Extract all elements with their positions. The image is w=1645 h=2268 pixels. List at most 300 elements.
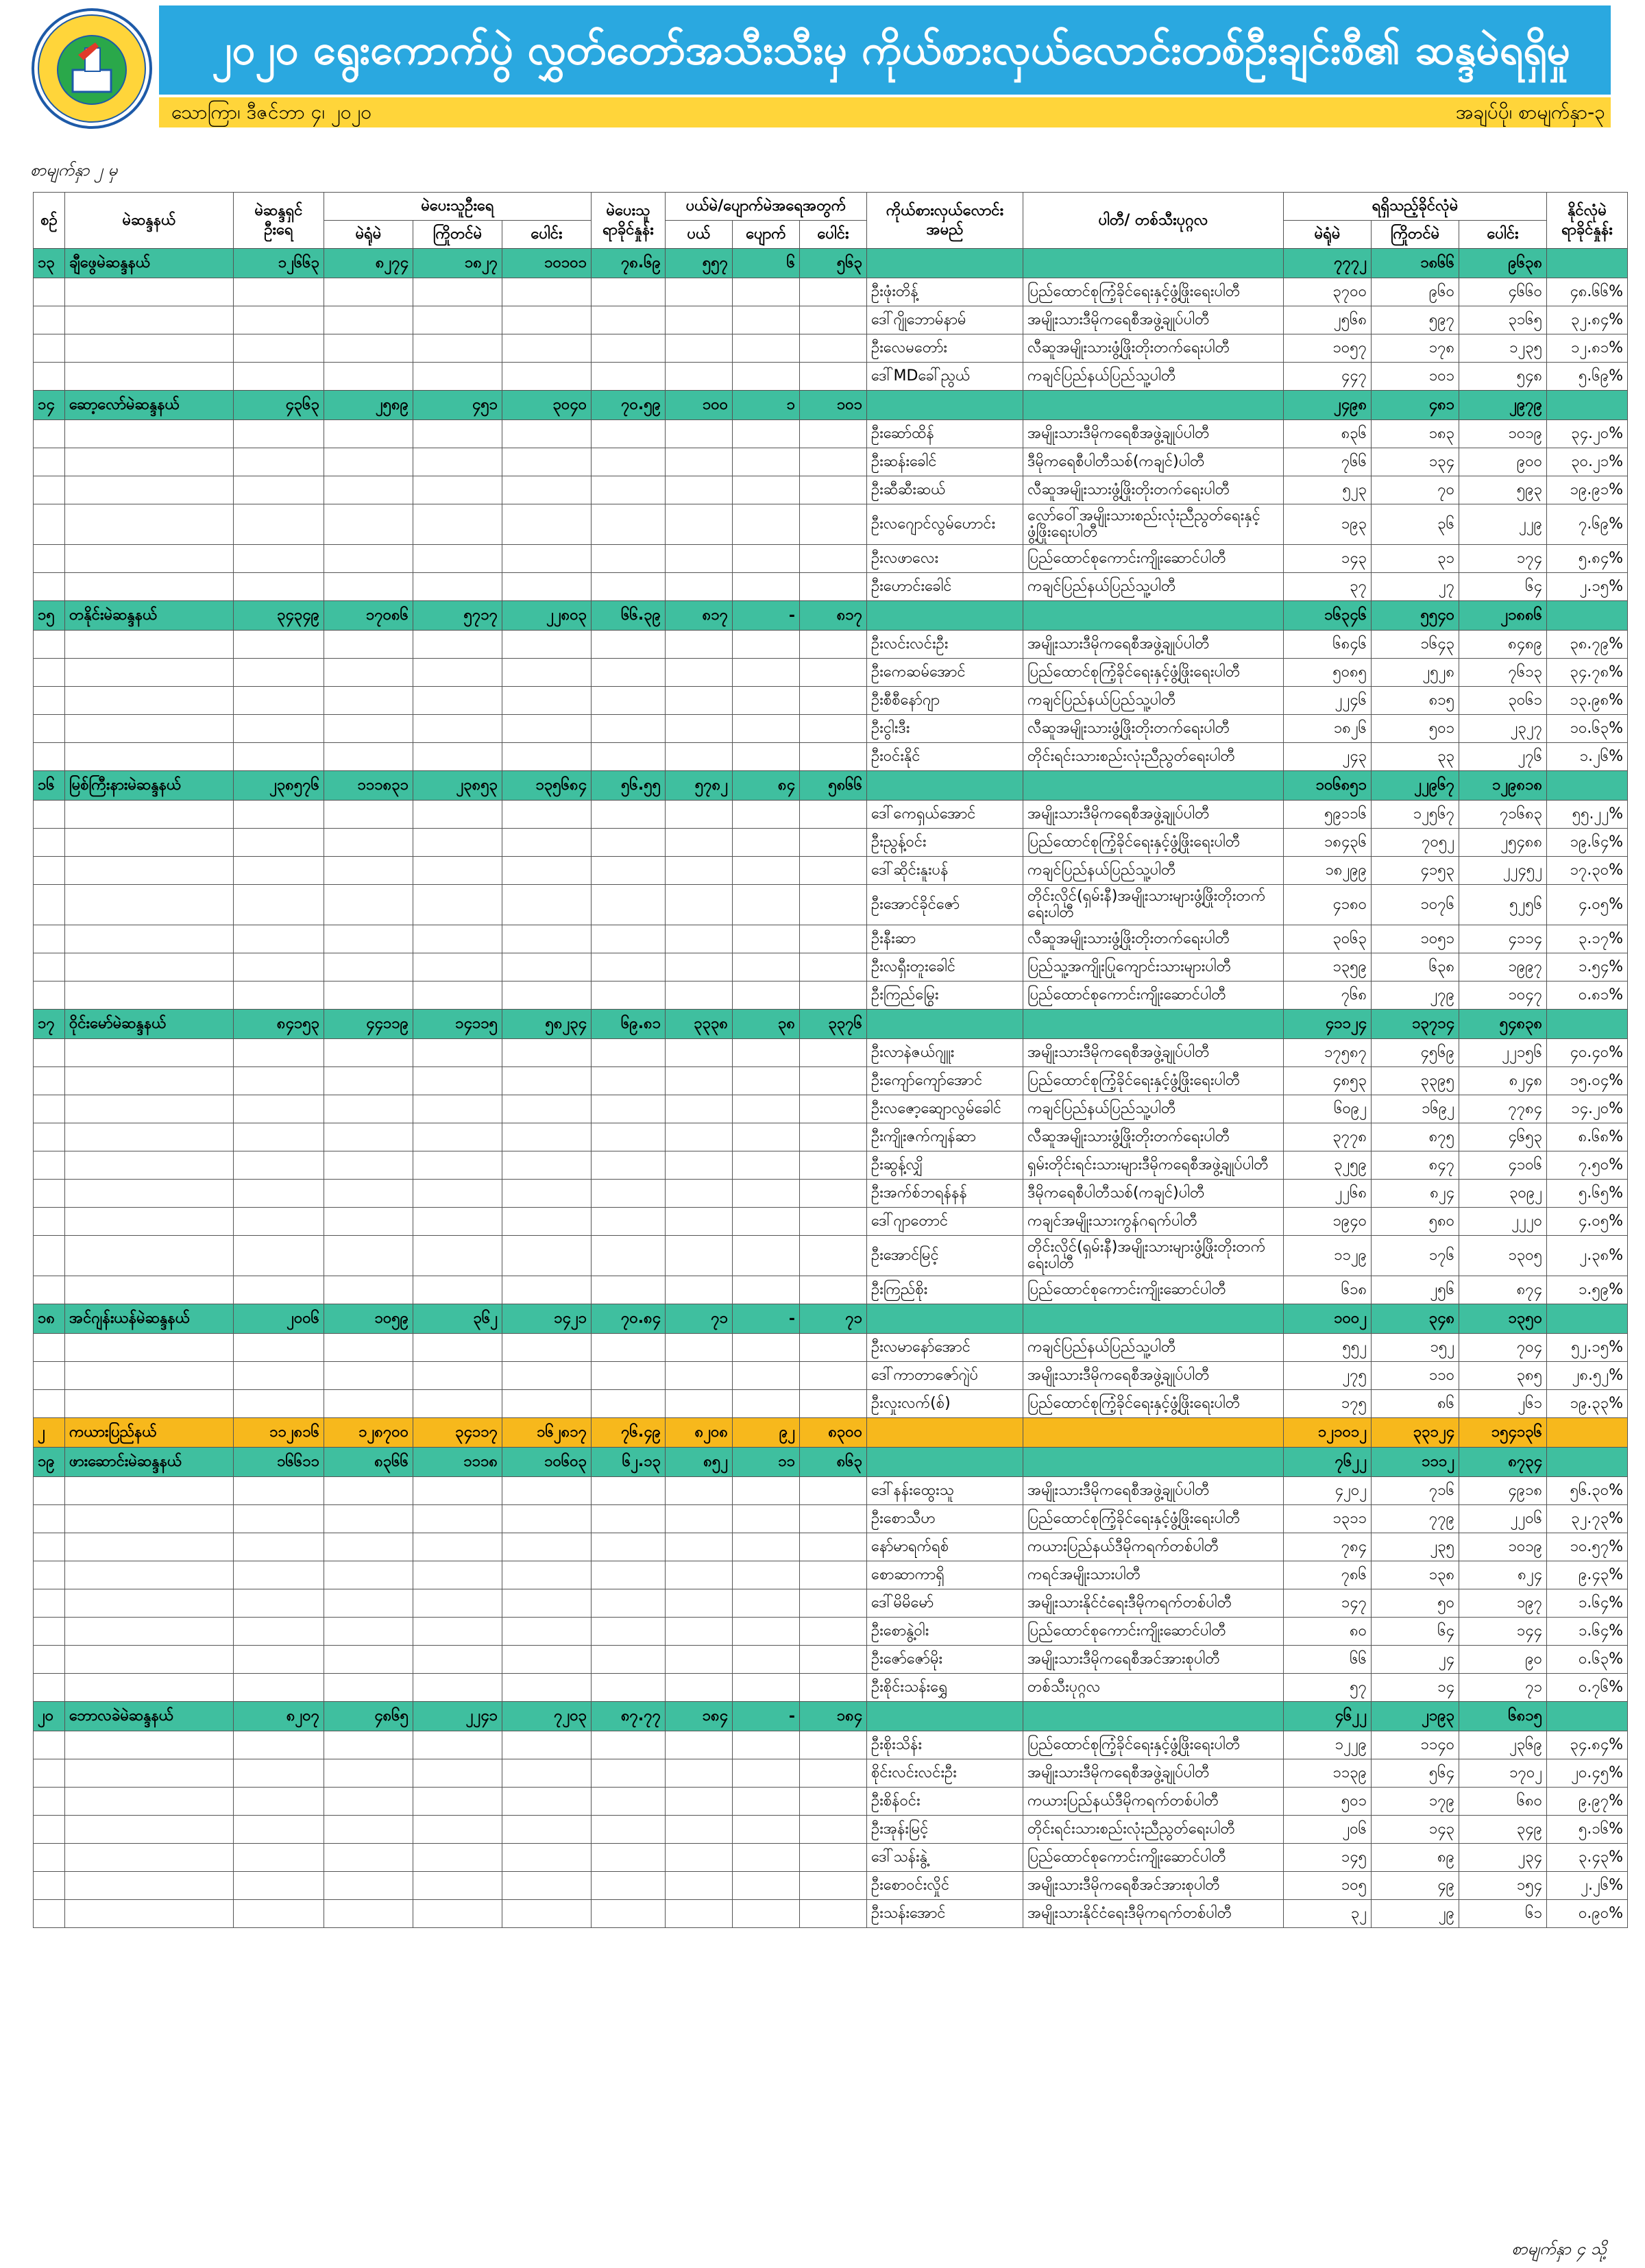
voter-count (234, 1208, 324, 1236)
invalid-votes (666, 631, 733, 659)
invalid-votes (666, 1180, 733, 1208)
missing-votes: ၁၁ (733, 1448, 800, 1477)
candidate-name (867, 1448, 1023, 1477)
turnout-advance (413, 1759, 502, 1788)
missing-votes (733, 1816, 800, 1844)
candidate-name: စောဆာကာရှိ (867, 1561, 1023, 1589)
constituency-name (65, 801, 234, 829)
invalid-votes (666, 857, 733, 885)
candidate-name (867, 1304, 1023, 1334)
invalid-total: ၇၁ (800, 1304, 867, 1334)
turnout-percent (592, 1477, 666, 1505)
state-total-row (34, 1418, 1628, 1448)
turnout-advance (413, 1390, 502, 1418)
missing-votes (733, 1872, 800, 1900)
voter-count (234, 1561, 324, 1589)
turnout-advance (413, 1123, 502, 1151)
party-name: ကချင်ပြည်နယ်ပြည်သူ့ပါတီ (1023, 1334, 1284, 1362)
turnout-advance (413, 1505, 502, 1533)
candidate-row (34, 278, 1628, 306)
valid-votes: ၁၀၅၇ (1284, 334, 1372, 363)
missing-votes (733, 925, 800, 953)
candidate-name: ဦးလာနဲဇယ်ဂျူး (867, 1039, 1023, 1067)
turnout-percent (592, 1067, 666, 1095)
valid-advance: ၁၂၅၆၇ (1372, 801, 1459, 829)
candidate-row (34, 1362, 1628, 1390)
candidate-row (34, 743, 1628, 771)
turnout-advance (413, 420, 502, 448)
row-no: ၁၈ (34, 1304, 65, 1334)
party-name: အမျိုးသားဒီမိုကရေစီအဖွဲ့ချုပ်ပါတီ (1023, 1477, 1284, 1505)
missing-votes (733, 659, 800, 687)
invalid-votes (666, 743, 733, 771)
candidate-row (34, 687, 1628, 715)
constituency-name: ချီဖွေမဲဆန္ဒနယ် (65, 249, 234, 278)
invalid-votes (666, 334, 733, 363)
valid-votes: ၃၂၅၉ (1284, 1151, 1372, 1180)
invalid-total: ၈၁၇ (800, 601, 867, 631)
missing-votes (733, 1067, 800, 1095)
vote-share: ၂၈.၅၂% (1547, 1362, 1628, 1390)
valid-advance: ၁၈၃ (1372, 420, 1459, 448)
candidate-name: ဦးအက်စ်ဘရန်နန် (867, 1180, 1023, 1208)
turnout-percent (592, 925, 666, 953)
vote-share: ၁.၆၄% (1547, 1618, 1628, 1646)
candidate-row (34, 1208, 1628, 1236)
turnout-votes (324, 1180, 413, 1208)
vote-share: ၃၈.၇၉% (1547, 631, 1628, 659)
valid-advance: ၇၀ (1372, 476, 1459, 504)
valid-total: ၃၁၆၅ (1459, 306, 1547, 334)
valid-votes: ၇၈၄ (1284, 1533, 1372, 1561)
voter-count (234, 1180, 324, 1208)
valid-total: ၆၈၁၅ (1459, 1702, 1547, 1731)
valid-advance: ၁၇၆ (1372, 1236, 1459, 1276)
turnout-total (502, 1731, 592, 1759)
turnout-total: ၇၂၀၃ (502, 1702, 592, 1731)
candidate-name: ဦးညွန့်ဝင်း (867, 829, 1023, 857)
constituency-name (65, 504, 234, 545)
candidate-name: ဦးစောနွဲ့ဝါး (867, 1618, 1023, 1646)
candidate-name: ဒေါ်ကာတာဇော်ဂျဲပ် (867, 1362, 1023, 1390)
valid-total: ၂၆၁ (1459, 1390, 1547, 1418)
invalid-total (800, 1759, 867, 1788)
party-name: အမျိုးသားဒီမိုကရေစီအဖွဲ့ချုပ်ပါတီ (1023, 1362, 1284, 1390)
invalid-total (800, 1236, 867, 1276)
row-no (34, 1208, 65, 1236)
voter-count (234, 363, 324, 391)
turnout-percent: ၈၇.၇၇ (592, 1702, 666, 1731)
valid-advance: ၈၄၇ (1372, 1151, 1459, 1180)
invalid-total: ၃၃၇၆ (800, 1010, 867, 1039)
constituency-row (34, 1010, 1628, 1039)
valid-advance: ၈၁၅ (1372, 687, 1459, 715)
candidate-row (34, 925, 1628, 953)
party-name: အမျိုးသားနိုင်ငံရေးဒီမိုကရက်တစ်ပါတီ (1023, 1589, 1284, 1618)
turnout-advance (413, 1533, 502, 1561)
turnout-total (502, 715, 592, 743)
vote-share: ၉.၉၇% (1547, 1788, 1628, 1816)
candidate-row (34, 1123, 1628, 1151)
turnout-advance (413, 801, 502, 829)
turnout-percent (592, 448, 666, 476)
party-name: ကချင်အမျိုးသားကွန်ဂရက်ပါတီ (1023, 1208, 1284, 1236)
turnout-advance (413, 1646, 502, 1674)
turnout-percent (592, 801, 666, 829)
vote-share: ၅၅.၂၂% (1547, 801, 1628, 829)
missing-votes: ၃၈ (733, 1010, 800, 1039)
valid-total: ၂၂၂၀ (1459, 1208, 1547, 1236)
turnout-total (502, 659, 592, 687)
invalid-votes (666, 1731, 733, 1759)
invalid-votes (666, 687, 733, 715)
missing-votes (733, 448, 800, 476)
candidate-row (34, 545, 1628, 573)
valid-total: ၂၇၆ (1459, 743, 1547, 771)
invalid-total (800, 1505, 867, 1533)
invalid-votes (666, 1674, 733, 1702)
valid-advance: ၂၁၉၃ (1372, 1702, 1459, 1731)
candidate-name: ဒေါ်MDခေါ်ညွယ် (867, 363, 1023, 391)
voter-count: ၁၆၆၁၁ (234, 1448, 324, 1477)
valid-votes: ၅၉၁၁၆ (1284, 801, 1372, 829)
voter-count (234, 801, 324, 829)
turnout-percent (592, 1731, 666, 1759)
missing-votes (733, 1039, 800, 1067)
row-no (34, 420, 65, 448)
constituency-name (65, 1533, 234, 1561)
invalid-votes (666, 1067, 733, 1095)
turnout-advance: ၃၆၂ (413, 1304, 502, 1334)
col-turnout-votes: မဲရုံမဲ (324, 221, 413, 249)
invalid-votes: ၁၀၀ (666, 391, 733, 420)
vote-share: ၄.၀၅% (1547, 885, 1628, 925)
voter-count (234, 1236, 324, 1276)
invalid-votes (666, 1844, 733, 1872)
turnout-total (502, 504, 592, 545)
valid-advance: ၇၀၅၂ (1372, 829, 1459, 857)
valid-total: ၁၉၇ (1459, 1589, 1547, 1618)
invalid-total (800, 573, 867, 601)
constituency-name (65, 1180, 234, 1208)
constituency-name (65, 1477, 234, 1505)
turnout-total (502, 334, 592, 363)
valid-votes: ၂၅၆၈ (1284, 306, 1372, 334)
invalid-votes (666, 1505, 733, 1533)
turnout-votes: ၈၂၇၄ (324, 249, 413, 278)
valid-total: ၂၂၁၅၆ (1459, 1039, 1547, 1067)
candidate-row (34, 1759, 1628, 1788)
valid-votes: ၈၃၆ (1284, 420, 1372, 448)
turnout-votes: ၁၇၀၈၆ (324, 601, 413, 631)
candidate-name: ဦးလှုးလက်(စ်) (867, 1390, 1023, 1418)
party-name: ပြည်သူ့အကျိုးပြုကျောင်းသားများပါတီ (1023, 953, 1284, 981)
turnout-advance (413, 631, 502, 659)
missing-votes: - (733, 1702, 800, 1731)
invalid-votes (666, 573, 733, 601)
turnout-total (502, 743, 592, 771)
valid-advance: ၁၁၁၂ (1372, 1448, 1459, 1477)
turnout-percent: ၇၀.၈၄ (592, 1304, 666, 1334)
invalid-votes (666, 1561, 733, 1589)
turnout-advance (413, 743, 502, 771)
voter-count (234, 1334, 324, 1362)
valid-total: ၇၀၄ (1459, 1334, 1547, 1362)
valid-total: ၂၉၇၉ (1459, 391, 1547, 420)
vote-share: ၃၄.၂၀% (1547, 420, 1628, 448)
party-name: ဒီမိုကရေစီပါတီသစ်(ကချင်)ပါတီ (1023, 1180, 1284, 1208)
candidate-name: ဦးသန်းအောင် (867, 1900, 1023, 1928)
row-no (34, 1362, 65, 1390)
turnout-percent (592, 1900, 666, 1928)
constituency-name (65, 631, 234, 659)
valid-total: ၁၃၅၀ (1459, 1304, 1547, 1334)
turnout-votes (324, 1505, 413, 1533)
invalid-votes (666, 306, 733, 334)
valid-votes: ၁၇၅ (1284, 1390, 1372, 1418)
invalid-votes (666, 1816, 733, 1844)
invalid-total (800, 631, 867, 659)
party-name: အမျိုးသားဒီမိုကရေစီအဖွဲ့ချုပ်ပါတီ (1023, 420, 1284, 448)
candidate-name: ဦးစီစီနော်ဂျာ (867, 687, 1023, 715)
turnout-total (502, 1334, 592, 1362)
col-turnout-total: ပေါင်း (502, 221, 592, 249)
candidate-name (867, 249, 1023, 278)
voter-count (234, 1816, 324, 1844)
row-no (34, 1334, 65, 1362)
candidate-name: ဦးကြည်စိုး (867, 1276, 1023, 1304)
voter-count (234, 1844, 324, 1872)
turnout-percent (592, 1759, 666, 1788)
voter-count (234, 1067, 324, 1095)
candidate-row (34, 504, 1628, 545)
valid-votes: ၅၅၂ (1284, 1334, 1372, 1362)
vote-share: ၂.၂၆% (1547, 1872, 1628, 1900)
candidate-name: ဦးကျိုးဇက်ကျန်ဆာ (867, 1123, 1023, 1151)
invalid-total: ၅၈၆၆ (800, 771, 867, 801)
results-body (34, 249, 1628, 1928)
party-name: တစ်သီးပုဂ္ဂလ (1023, 1674, 1284, 1702)
valid-advance: ၂၇ (1372, 573, 1459, 601)
candidate-name: ဦးလဖာလေး (867, 545, 1023, 573)
row-no (34, 1505, 65, 1533)
candidate-name: ဦးလေမတော်း (867, 334, 1023, 363)
valid-total: ၆၈၀ (1459, 1788, 1547, 1816)
row-no (34, 1390, 65, 1418)
invalid-total (800, 925, 867, 953)
missing-votes (733, 1151, 800, 1180)
candidate-row (34, 1477, 1628, 1505)
party-name: ကရင်အမျိုးသားပါတီ (1023, 1561, 1284, 1589)
missing-votes (733, 857, 800, 885)
missing-votes (733, 334, 800, 363)
turnout-votes (324, 306, 413, 334)
row-no (34, 476, 65, 504)
turnout-advance (413, 1844, 502, 1872)
valid-advance: ၈၉ (1372, 1844, 1459, 1872)
turnout-total (502, 1844, 592, 1872)
row-no (34, 1123, 65, 1151)
invalid-total (800, 981, 867, 1010)
vote-share: ၅.၆၉% (1547, 363, 1628, 391)
row-no (34, 1788, 65, 1816)
table-header-row (34, 193, 1628, 221)
voter-count (234, 1390, 324, 1418)
row-no (34, 1276, 65, 1304)
invalid-total (800, 306, 867, 334)
valid-advance: ၄၁၅၃ (1372, 857, 1459, 885)
turnout-votes (324, 1236, 413, 1276)
turnout-percent (592, 1334, 666, 1362)
party-name (1023, 1448, 1284, 1477)
turnout-advance: ၅၇၁၇ (413, 601, 502, 631)
turnout-percent (592, 953, 666, 981)
turnout-percent (592, 1123, 666, 1151)
vote-share: ၁.၂၆% (1547, 743, 1628, 771)
turnout-advance (413, 1872, 502, 1900)
turnout-percent (592, 1180, 666, 1208)
party-name: အမျိုးသားဒီမိုကရေစီအဖွဲ့ချုပ်ပါတီ (1023, 631, 1284, 659)
invalid-votes (666, 1589, 733, 1618)
missing-votes (733, 1095, 800, 1123)
valid-advance: ၂၃၅ (1372, 1533, 1459, 1561)
invalid-total (800, 1208, 867, 1236)
voter-count (234, 829, 324, 857)
candidate-row (34, 1095, 1628, 1123)
valid-votes: ၁၂၂၉ (1284, 1731, 1372, 1759)
valid-votes: ၁၄၅ (1284, 1844, 1372, 1872)
row-no (34, 1872, 65, 1900)
turnout-advance (413, 687, 502, 715)
voter-count (234, 1533, 324, 1561)
valid-total: ၄၁၁၄ (1459, 925, 1547, 953)
constituency-name (65, 1589, 234, 1618)
turnout-total (502, 1900, 592, 1928)
turnout-advance (413, 1589, 502, 1618)
valid-advance: ၁၇၈ (1372, 334, 1459, 363)
valid-votes: ၃၇၇၈ (1284, 1123, 1372, 1151)
turnout-votes (324, 1561, 413, 1589)
turnout-votes (324, 363, 413, 391)
vote-share: ၃.၄၃% (1547, 1844, 1628, 1872)
vote-share: ၀.၈၁% (1547, 981, 1628, 1010)
valid-advance: ၄၈၁ (1372, 391, 1459, 420)
candidate-row (34, 857, 1628, 885)
party-name: လီဆူအမျိုးသားဖွံ့ဖြိုးတိုးတက်ရေးပါတီ (1023, 334, 1284, 363)
invalid-votes (666, 829, 733, 857)
party-name: တိုင်းရင်းသားစည်းလုံးညီညွတ်ရေးပါတီ (1023, 743, 1284, 771)
valid-advance: ၃၃၁၂၄ (1372, 1418, 1459, 1448)
turnout-total (502, 1276, 592, 1304)
missing-votes (733, 1180, 800, 1208)
valid-advance: ၁၀၁ (1372, 363, 1459, 391)
valid-advance: ၁၇၉ (1372, 1788, 1459, 1816)
constituency-name (65, 1900, 234, 1928)
invalid-total (800, 334, 867, 363)
col-share: နိုင်လုံမဲ ရာခိုင်နှုန်း (1547, 193, 1628, 249)
valid-total: ၂၅၄၈၈ (1459, 829, 1547, 857)
turnout-total (502, 925, 592, 953)
missing-votes: ၉၂ (733, 1418, 800, 1448)
missing-votes (733, 743, 800, 771)
valid-total: ၁၀၁၉ (1459, 1533, 1547, 1561)
issue-date: သောကြာ၊ ဒီဇင်ဘာ ၄၊ ၂၀၂၀ (171, 101, 371, 123)
row-no (34, 1533, 65, 1561)
turnout-votes (324, 1872, 413, 1900)
constituency-name (65, 659, 234, 687)
row-no (34, 1180, 65, 1208)
constituency-row (34, 1304, 1628, 1334)
valid-votes: ၁၄၃ (1284, 545, 1372, 573)
row-no: ၁၃ (34, 249, 65, 278)
invalid-total (800, 1390, 867, 1418)
valid-votes: ၁၃၅၉ (1284, 953, 1372, 981)
valid-advance: ၂၅၂၈ (1372, 659, 1459, 687)
constituency-name (65, 306, 234, 334)
vote-share (1547, 249, 1628, 278)
vote-share: ၂.၁၅% (1547, 573, 1628, 601)
party-name: တိုင်းရင်းသားစည်းလုံးညီညွတ်ရေးပါတီ (1023, 1816, 1284, 1844)
missing-votes (733, 1618, 800, 1646)
col-no: စဉ် (34, 193, 65, 249)
turnout-advance (413, 1095, 502, 1123)
turnout-votes (324, 504, 413, 545)
turnout-votes (324, 1646, 413, 1674)
turnout-votes: ၈၃၆၆ (324, 1448, 413, 1477)
valid-total: ၅၉၃ (1459, 476, 1547, 504)
valid-advance: ၁၁၄၀ (1372, 1731, 1459, 1759)
turnout-total (502, 829, 592, 857)
constituency-name (65, 1561, 234, 1589)
candidate-name: ဦးလင်းလင်းဦး (867, 631, 1023, 659)
col-turnout-percent: မဲပေးသူ ရာခိုင်နှုန်း (592, 193, 666, 249)
turnout-total (502, 1362, 592, 1390)
valid-votes: ၆၈၄၆ (1284, 631, 1372, 659)
valid-total: ၁၅၄ (1459, 1872, 1547, 1900)
invalid-total (800, 504, 867, 545)
turnout-total (502, 1788, 592, 1816)
col-valid-total: ပေါင်း (1459, 221, 1547, 249)
turnout-votes (324, 1276, 413, 1304)
valid-advance: ၈၆ (1372, 1390, 1459, 1418)
invalid-total (800, 1095, 867, 1123)
constituency-name: ဆော့လော်မဲဆန္ဒနယ် (65, 391, 234, 420)
valid-advance: ၁၆၉၂ (1372, 1095, 1459, 1123)
turnout-votes (324, 829, 413, 857)
party-name: အမျိုးသားဒီမိုကရေစီအဖွဲ့ချုပ်ပါတီ (1023, 1039, 1284, 1067)
party-name: တိုင်းလိုင်(ရှမ်းနီ)အမျိုးသားများဖွံ့ဖြိုးတိုးတက်ရေးပါတီ (1023, 885, 1284, 925)
valid-advance: ၅၉၇ (1372, 306, 1459, 334)
valid-total: ၇၆၁၃ (1459, 659, 1547, 687)
invalid-votes (666, 801, 733, 829)
invalid-total (800, 420, 867, 448)
invalid-total: ၁၀၁ (800, 391, 867, 420)
constituency-name (65, 1067, 234, 1095)
vote-share: ၃.၁၇% (1547, 925, 1628, 953)
turnout-total (502, 1180, 592, 1208)
vote-share: ၇.၅၀% (1547, 1151, 1628, 1180)
vote-share: ၁၀.၆၃% (1547, 715, 1628, 743)
invalid-votes (666, 1477, 733, 1505)
voter-count (234, 1039, 324, 1067)
voter-count (234, 659, 324, 687)
turnout-votes (324, 925, 413, 953)
invalid-votes (666, 885, 733, 925)
valid-advance: ၂၉ (1372, 1900, 1459, 1928)
turnout-advance (413, 1334, 502, 1362)
voter-count (234, 1276, 324, 1304)
invalid-total (800, 476, 867, 504)
